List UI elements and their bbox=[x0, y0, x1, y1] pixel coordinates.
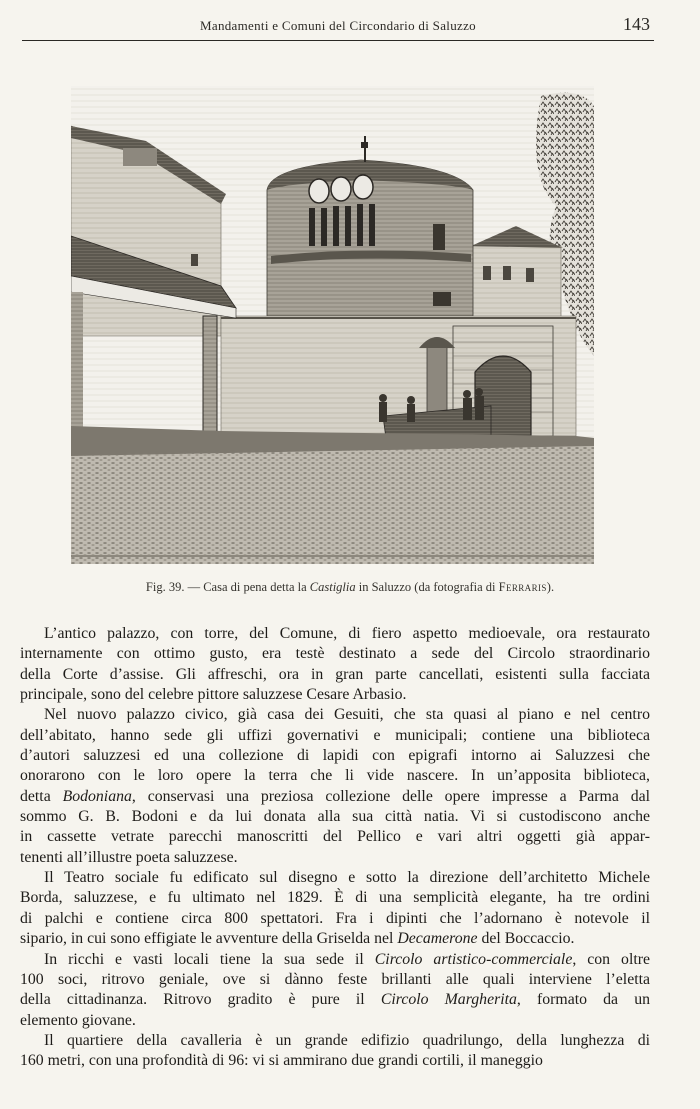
caption-photographer: Ferraris bbox=[498, 580, 547, 594]
text-line bbox=[20, 705, 650, 725]
running-title: Mandamenti e Comuni del Circondario di Saluzzo bbox=[200, 18, 476, 33]
text-segment: internamente con ottimo gusto, era testè destinato a sede del Circolo straordinario bbox=[20, 645, 650, 663]
text-line bbox=[20, 766, 650, 786]
paragraph bbox=[20, 1031, 650, 1072]
text-segment: L’antico palazzo, con torre, del Comune, di fiero aspetto medioevale, ora restaurato bbox=[44, 625, 650, 642]
text-segment: detta bbox=[20, 787, 63, 805]
text-line bbox=[20, 848, 650, 868]
text-segment: in cassette vetrate parecchi manoscritti del Pellico e vari altri oggetti già appar- bbox=[20, 828, 650, 846]
text-line bbox=[20, 1011, 650, 1031]
text-segment: 100 soci, ritrovo geniale, ove si dànno feste brillanti alle quali interviene l’eletta bbox=[20, 970, 650, 988]
text-segment: Borda, saluzzese, e fu ultimato nel 1829. È di una semplicità elegante, ha tre ordini bbox=[20, 889, 650, 907]
text-line bbox=[20, 868, 650, 888]
text-segment: tenenti all’illustre poeta saluzzese. bbox=[20, 848, 238, 866]
text-line bbox=[20, 929, 650, 949]
text-segment: , formato da un bbox=[516, 991, 650, 1009]
text-line bbox=[20, 970, 650, 990]
text-segment: della cittadinanza. Ritrovo gradito è pure il bbox=[20, 991, 381, 1009]
text-line bbox=[20, 1031, 650, 1051]
caption-italic: Castiglia bbox=[309, 580, 356, 594]
italic-term: Circolo artistico-commerciale bbox=[374, 950, 573, 968]
text-segment: sommo G. B. Bodoni e da lui donata alla sua città natia. Vi si custodiscono anche bbox=[20, 808, 650, 826]
text-segment: , conservasi una preziosa collezione delle opere impresse a Parma dal bbox=[131, 787, 650, 805]
text-segment: In ricchi e vasti locali tiene la sua sede il bbox=[44, 950, 375, 968]
text-segment: elemento giovane. bbox=[20, 1011, 136, 1029]
text-segment: Il Teatro sociale fu edificato sul disegno e sotto la direzione dell’architetto Michele bbox=[44, 869, 650, 887]
text-segment: sipario, in cui sono effigiate le avventure della Griselda nel bbox=[20, 930, 398, 948]
text-segment: 160 metri, con una profondità di 96: vi si ammirano due grandi cortili, il maneggio bbox=[20, 1052, 543, 1070]
text-segment: Nel nuovo palazzo civico, già casa dei Gesuiti, che sta quasi al piano e nel centro bbox=[44, 706, 650, 724]
text-line bbox=[20, 665, 650, 685]
text-line bbox=[20, 726, 650, 746]
text-segment: della Corte d’assise. Gli affreschi, ora in gran parte cancellati, esistenti sulla facciata bbox=[20, 665, 650, 683]
running-head bbox=[22, 10, 654, 41]
text-line bbox=[20, 644, 650, 664]
text-segment: Il quartiere della cavalleria è un grande edifizio quadrilungo, della lunghezza di bbox=[44, 1031, 650, 1049]
text-line bbox=[20, 746, 650, 766]
figure-caption bbox=[0, 580, 700, 595]
paragraph bbox=[20, 624, 650, 705]
caption-suffix: ). bbox=[546, 580, 555, 594]
text-line bbox=[20, 990, 650, 1010]
body-text bbox=[20, 624, 650, 1072]
text-segment: principale, sono del celebre pittore saluzzese Cesare Arbasio. bbox=[20, 686, 407, 704]
caption-prefix: Fig. 39. — Casa di pena detta la bbox=[145, 580, 310, 594]
text-line bbox=[20, 807, 650, 827]
italic-term: Decamerone bbox=[397, 930, 478, 948]
text-line bbox=[20, 909, 650, 929]
text-segment: , con oltre bbox=[572, 950, 650, 968]
italic-term: Circolo Margherita bbox=[380, 991, 517, 1009]
figure-illustration bbox=[71, 86, 594, 564]
text-line bbox=[20, 1051, 650, 1071]
text-line bbox=[20, 787, 650, 807]
text-line bbox=[20, 827, 650, 847]
text-segment: d’autori saluzzesi ed una collezione di lapidi con epigrafi intorno ai Saluzzesi che bbox=[20, 747, 650, 765]
page-number: 143 bbox=[623, 14, 650, 34]
caption-middle: in Saluzzo (da fotografia di bbox=[355, 580, 499, 594]
text-line bbox=[20, 888, 650, 908]
text-segment: di palchi e contiene circa 800 spettatori. Fra i dipinti che l’adornano è notevole il bbox=[20, 909, 650, 927]
italic-term: Bodoniana bbox=[62, 787, 132, 805]
text-segment: del Boccaccio. bbox=[477, 930, 575, 948]
text-line bbox=[20, 950, 650, 970]
text-segment: onorarono con le loro opere la terra che li vide nascere. In un’apposita biblioteca, bbox=[20, 767, 650, 785]
text-line bbox=[20, 624, 650, 644]
paragraph bbox=[20, 705, 650, 868]
text-line bbox=[20, 685, 650, 705]
paragraph bbox=[20, 868, 650, 949]
text-segment: dell’abitato, hanno sede gli uffizi governativi e municipali; contiene una biblioteca bbox=[20, 726, 650, 744]
paragraph bbox=[20, 950, 650, 1031]
